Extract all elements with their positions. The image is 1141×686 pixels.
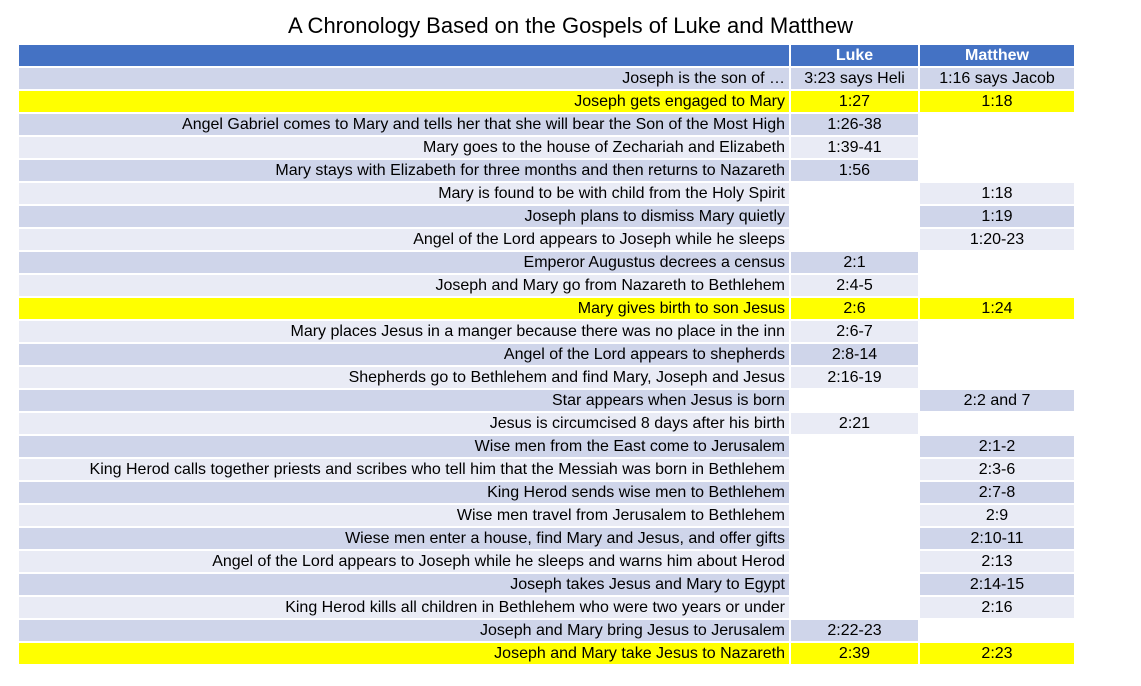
table-row (19, 505, 1074, 528)
event-cell: Wise men from the East come to Jerusalem (19, 436, 789, 459)
table-row (19, 574, 1074, 597)
chronology-table (17, 45, 1076, 666)
event-cell: Mary places Jesus in a manger because there was no place in the inn (19, 321, 789, 344)
event-cell: Joseph gets engaged to Mary (19, 91, 789, 114)
luke-ref-cell (791, 574, 918, 597)
luke-ref-cell (791, 528, 918, 551)
luke-ref-cell: 2:1 (791, 252, 918, 275)
event-cell: Mary goes to the house of Zechariah and Elizabeth (19, 137, 789, 160)
event-cell: Emperor Augustus decrees a census (19, 252, 789, 275)
event-cell: Angel of the Lord appears to shepherds (19, 344, 789, 367)
event-cell: Joseph and Mary bring Jesus to Jerusalem (19, 620, 789, 643)
luke-ref-cell: 1:56 (791, 160, 918, 183)
matthew-ref-cell (920, 344, 1074, 367)
table-row (19, 459, 1074, 482)
event-cell: Joseph and Mary go from Nazareth to Bethlehem (19, 275, 789, 298)
matthew-ref-cell (920, 252, 1074, 275)
event-cell: Angel Gabriel comes to Mary and tells her that she will bear the Son of the Most High (19, 114, 789, 137)
luke-ref-cell: 2:6 (791, 298, 918, 321)
luke-ref-cell: 1:27 (791, 91, 918, 114)
table-row (19, 643, 1074, 666)
matthew-ref-cell: 1:16 says Jacob (920, 68, 1074, 91)
event-cell: Wise men travel from Jerusalem to Bethlehem (19, 505, 789, 528)
table-body (19, 68, 1074, 666)
table-row (19, 160, 1074, 183)
event-cell: King Herod calls together priests and scribes who tell him that the Messiah was born in Bethlehem (19, 459, 789, 482)
luke-ref-cell (791, 505, 918, 528)
table-row (19, 91, 1074, 114)
luke-ref-cell (791, 482, 918, 505)
matthew-ref-cell: 2:9 (920, 505, 1074, 528)
luke-ref-cell: 1:39-41 (791, 137, 918, 160)
matthew-ref-cell (920, 137, 1074, 160)
matthew-ref-cell: 2:16 (920, 597, 1074, 620)
matthew-ref-cell: 1:19 (920, 206, 1074, 229)
table-row (19, 436, 1074, 459)
event-cell: Mary gives birth to son Jesus (19, 298, 789, 321)
table-row (19, 528, 1074, 551)
event-cell: Joseph is the son of … (19, 68, 789, 91)
luke-ref-cell (791, 206, 918, 229)
event-cell: Jesus is circumcised 8 days after his birth (19, 413, 789, 436)
matthew-ref-cell (920, 275, 1074, 298)
matthew-ref-cell: 1:20-23 (920, 229, 1074, 252)
matthew-ref-cell (920, 413, 1074, 436)
matthew-ref-cell: 1:18 (920, 183, 1074, 206)
matthew-ref-cell: 2:23 (920, 643, 1074, 666)
luke-ref-cell: 1:26-38 (791, 114, 918, 137)
matthew-ref-cell (920, 620, 1074, 643)
luke-ref-cell: 2:22-23 (791, 620, 918, 643)
event-cell: Joseph takes Jesus and Mary to Egypt (19, 574, 789, 597)
event-cell: Mary stays with Elizabeth for three months and then returns to Nazareth (19, 160, 789, 183)
table-row (19, 252, 1074, 275)
event-cell: Star appears when Jesus is born (19, 390, 789, 413)
matthew-ref-cell (920, 321, 1074, 344)
table-row (19, 597, 1074, 620)
luke-ref-cell: 2:39 (791, 643, 918, 666)
table-row (19, 298, 1074, 321)
luke-ref-cell (791, 229, 918, 252)
matthew-ref-cell: 2:13 (920, 551, 1074, 574)
table-row (19, 344, 1074, 367)
luke-ref-cell: 3:23 says Heli (791, 68, 918, 91)
event-cell: King Herod sends wise men to Bethlehem (19, 482, 789, 505)
table-row (19, 620, 1074, 643)
table-row (19, 390, 1074, 413)
luke-ref-cell: 2:6-7 (791, 321, 918, 344)
matthew-ref-cell: 2:14-15 (920, 574, 1074, 597)
matthew-ref-cell: 2:10-11 (920, 528, 1074, 551)
table-row (19, 482, 1074, 505)
luke-ref-cell (791, 436, 918, 459)
matthew-ref-cell: 2:3-6 (920, 459, 1074, 482)
matthew-ref-cell: 2:2 and 7 (920, 390, 1074, 413)
luke-ref-cell: 2:21 (791, 413, 918, 436)
header-luke: Luke (791, 45, 918, 68)
table-row (19, 183, 1074, 206)
luke-ref-cell: 2:8-14 (791, 344, 918, 367)
table-row (19, 413, 1074, 436)
luke-ref-cell (791, 551, 918, 574)
table-row (19, 229, 1074, 252)
luke-ref-cell: 2:4-5 (791, 275, 918, 298)
table-row (19, 206, 1074, 229)
event-cell: Mary is found to be with child from the Holy Spirit (19, 183, 789, 206)
luke-ref-cell (791, 597, 918, 620)
table-row (19, 367, 1074, 390)
luke-ref-cell (791, 459, 918, 482)
event-cell: Angel of the Lord appears to Joseph while he sleeps and warns him about Herod (19, 551, 789, 574)
table-row (19, 275, 1074, 298)
table-row (19, 321, 1074, 344)
table-row (19, 68, 1074, 91)
header-matthew: Matthew (920, 45, 1074, 68)
matthew-ref-cell: 2:1-2 (920, 436, 1074, 459)
event-cell: Wiese men enter a house, find Mary and Jesus, and offer gifts (19, 528, 789, 551)
event-cell: Joseph and Mary take Jesus to Nazareth (19, 643, 789, 666)
event-cell: Angel of the Lord appears to Joseph while he sleeps (19, 229, 789, 252)
page-title: A Chronology Based on the Gospels of Luke and Matthew (287, 13, 854, 38)
event-cell: King Herod kills all children in Bethlehem who were two years or under (19, 597, 789, 620)
header-row (19, 45, 1074, 68)
header-event (19, 45, 789, 68)
table-row (19, 137, 1074, 160)
matthew-ref-cell (920, 160, 1074, 183)
matthew-ref-cell: 1:24 (920, 298, 1074, 321)
event-cell: Shepherds go to Bethlehem and find Mary, Joseph and Jesus (19, 367, 789, 390)
table-row (19, 114, 1074, 137)
luke-ref-cell (791, 390, 918, 413)
matthew-ref-cell (920, 114, 1074, 137)
luke-ref-cell: 2:16-19 (791, 367, 918, 390)
event-cell: Joseph plans to dismiss Mary quietly (19, 206, 789, 229)
luke-ref-cell (791, 183, 918, 206)
table-row (19, 551, 1074, 574)
matthew-ref-cell (920, 367, 1074, 390)
matthew-ref-cell: 2:7-8 (920, 482, 1074, 505)
matthew-ref-cell: 1:18 (920, 91, 1074, 114)
